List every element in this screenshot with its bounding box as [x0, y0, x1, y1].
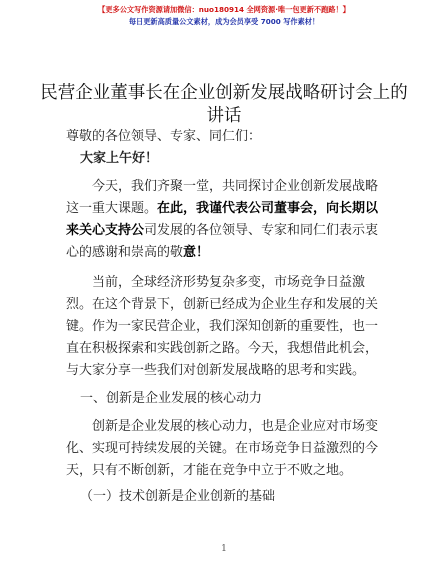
page-number: 1 — [221, 544, 227, 554]
promo-banner — [0, 4, 448, 28]
hello-line: 大家上午好！ — [80, 151, 159, 166]
promo-line-2: 每日更新高质量公文素材，成为会员享受 7000 写作素材！ — [128, 17, 320, 26]
promo-line-1: 【更多公文写作资源请加微信：nuo180914 全网资源·唯一包更新不跑路！】 — [98, 5, 350, 14]
document-body — [66, 126, 384, 508]
paragraph-1-text-2: 司发展的各位领导、专家和同仁们表示衷心的感谢和崇高的敬 — [66, 223, 379, 260]
section-heading-2: （一）技术创新是企业创新的基础 — [80, 489, 276, 504]
greeting: 尊敬的各位领导、专家、同仁们： — [66, 129, 262, 144]
document-title: 民营企业董事长在企业创新发展战略研讨会上的讲话 — [40, 83, 408, 126]
paragraph-1-text: 今天，我们齐聚一堂，共同探讨企业创新发展战略这一重大课题。 — [66, 179, 379, 216]
section-heading-1: 一、创新是企业发展的核心动力 — [80, 391, 263, 406]
paragraph-3: 创新是企业发展的核心动力，也是企业应对市场变化、实现可持续发展的关键。在市场竞争日益激烈的今天，只有不断创新，才能在竞争中立于不败之地。 — [66, 419, 379, 478]
paragraph-1-bold: 在此，我谨代表公司董事会，向长期以来关心支持公 — [66, 201, 379, 238]
paragraph-2: 当前，全球经济形势复杂多变，市场竞争日益激烈。在这个背景下，创新已经成为企业生存和发展的关键。作为一家民营企业，我们深知创新的重要性，也一直在积极探索和实践创新之路。今天，我想借此机会，与大家分享一些我们对创新发展战略的思考和实践。 — [66, 275, 379, 378]
paragraph-1-end: 意！ — [183, 245, 210, 260]
paragraph-1 — [66, 176, 384, 264]
